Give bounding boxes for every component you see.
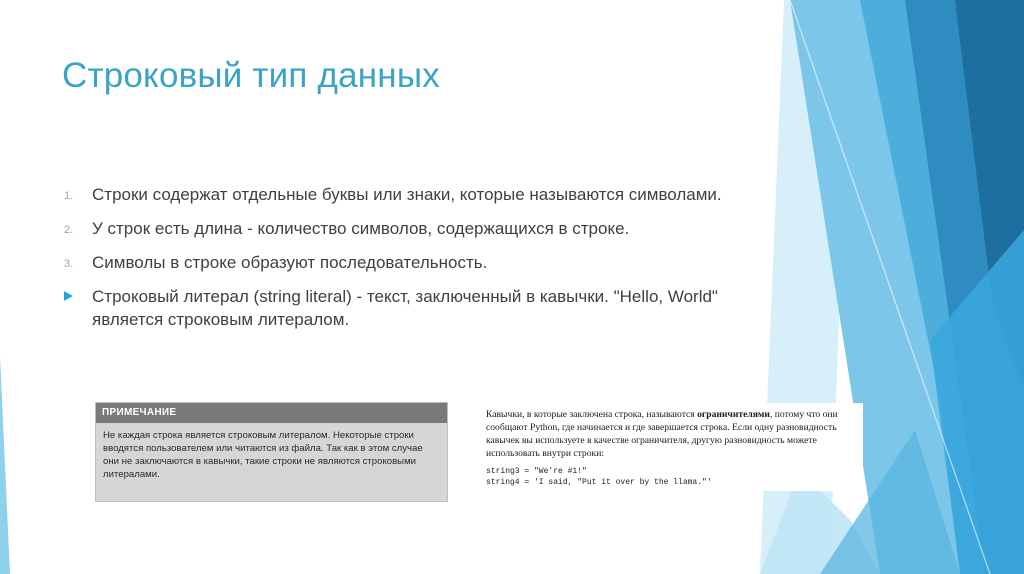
code-line: string4 = 'I said, "Put it over by the llama."' <box>486 478 712 487</box>
list-item <box>62 183 782 206</box>
list-item-text: Строковый литерал (string literal) - текст, заключенный в кавычки. "Hello, World" является строковым литералом. <box>92 287 718 329</box>
quote-text-after: , потому что они сообщают Python, где начинается и где завершается строка. Если одну разновидность кавычек вы используете в качестве ограничителя, другую разновидность можете использовать внутри строки: <box>486 409 838 459</box>
note-heading: ПРИМЕЧАНИЕ <box>96 403 447 423</box>
list-item-text: У строк есть длина - количество символов, содержащихся в строке. <box>92 219 630 238</box>
arrow-bullet-icon <box>64 291 73 301</box>
quote-excerpt <box>479 403 863 491</box>
list-item-text: Символы в строке образуют последовательность. <box>92 253 488 272</box>
list-item <box>62 251 782 274</box>
list-item <box>62 285 782 331</box>
list-item-text: Строки содержат отдельные буквы или знаки, которые называются символами. <box>92 185 722 204</box>
code-line: string3 = "We're #1!" <box>486 467 587 476</box>
quote-bold-term: ограничителями <box>697 409 770 420</box>
bullet-list <box>62 183 782 342</box>
note-body: Не каждая строка является строковым литералом. Некоторые строки вводятся пользователем или читаются из файла. Так как в этом случае они не заключаются в кавычки, такие строки не являются строковыми литералами. <box>103 430 423 480</box>
note-box <box>95 402 448 502</box>
list-number: 1. <box>64 190 74 202</box>
list-item <box>62 217 782 240</box>
left-accent-shape <box>0 356 10 574</box>
list-number: 3. <box>64 258 74 270</box>
quote-text-before: Кавычки, в которые заключена строка, называются <box>486 409 698 420</box>
list-number: 2. <box>64 224 74 236</box>
code-sample <box>486 466 856 488</box>
slide-title: Строковый тип данных <box>62 56 440 95</box>
quote-paragraph <box>486 408 856 460</box>
